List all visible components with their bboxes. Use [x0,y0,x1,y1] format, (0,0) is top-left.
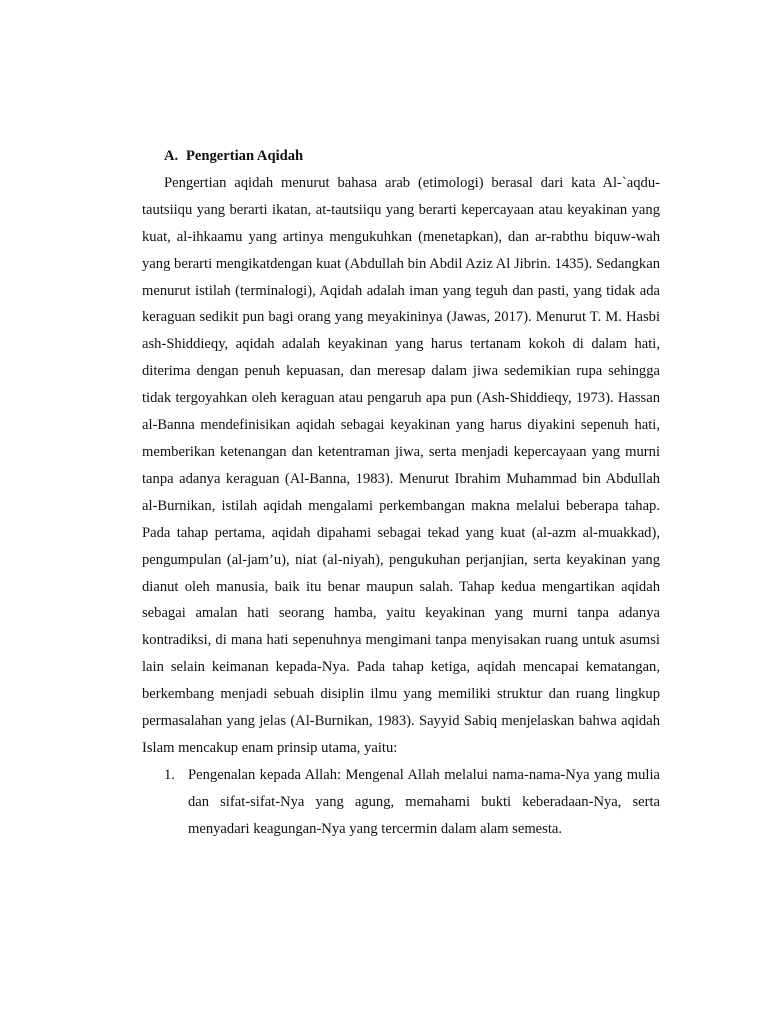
body-paragraph: Pengertian aqidah menurut bahasa arab (etimologi) berasal dari kata Al-`aqdu-tautsiiqu yang berarti ikatan, at-tautsiiqu yang berarti kepercayaan atau keyakinan yang kuat, al-ihkaamu yang artinya mengukuhkan (menetapkan), dan ar-rabthu biquw-wah yang berarti mengikatdengan kuat (Abdullah bin Abdil Aziz Al Jibrin. 1435). Sedangkan menurut istilah (terminalogi), Aqidah adalah iman yang teguh dan pasti, yang tidak ada keraguan sedikit pun bagi orang yang meyakininya (Jawas, 2017). Menurut T. M. Hasbi ash-Shiddieqy, aqidah adalah keyakinan yang harus tertanam kokoh di dalam hati, diterima dengan penuh kepuasan, dan meresap dalam jiwa sedemikian rupa sehingga tidak tergoyahkan oleh keraguan atau pengaruh apa pun (Ash-Shiddieqy, 1973). Hassan al-Banna mendefinisikan aqidah sebagai keyakinan yang harus diyakini sepenuh hati, memberikan ketenangan dan ketentraman jiwa, serta menjadi kepercayaan yang murni tanpa adanya keraguan (Al-Banna, 1983). Menurut Ibrahim Muhammad bin Abdullah al-Burnikan, istilah aqidah mengalami perkembangan makna melalui beberapa tahap. Pada tahap pertama, aqidah dipahami sebagai tekad yang kuat (al-azm al-muakkad), pengumpulan (al-jam’u), niat (al-niyah), pengukuhan perjanjian, serta keyakinan yang dianut oleh manusia, baik itu benar maupun salah. Tahap kedua mengartikan aqidah sebagai amalan hati seorang hamba, yaitu keyakinan yang murni tanpa adanya kontradiksi, di mana hati sepenuhnya mengimani tanpa menyisakan ruang untuk asumsi lain selain keimanan kepada-Nya. Pada tahap ketiga, aqidah mencapai kematangan, berkembang menjadi sebuah disiplin ilmu yang memiliki struktur dan ruang lingkup permasalahan yang jelas (Al-Burnikan, 1983). Sayyid Sabiq menjelaskan bahwa aqidah Islam mencakup enam prinsip utama, yaitu: [142,174,660,756]
page-body [142,143,660,843]
section-title: Pengertian Aqidah [186,148,304,164]
list-item [142,762,660,843]
list-item-number: 1. [164,766,175,783]
section-heading [142,143,660,170]
principles-list [142,762,660,843]
list-item-text: Pengenalan kepada Allah: Mengenal Allah melalui nama-nama-Nya yang mulia dan sifat-sifat-Nya yang agung, memahami bukti keberadaan-Nya, serta menyadari keagungan-Nya yang tercermin dalam alam semesta. [188,766,660,837]
section-marker: A. [164,148,179,164]
